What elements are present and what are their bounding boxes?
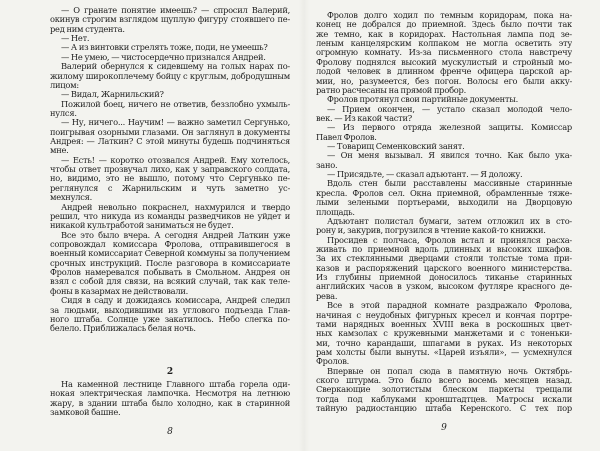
paragraph [316,179,572,216]
text-line: мне. [50,146,69,156]
paragraph [50,100,290,119]
text-line: Фролов. [316,357,350,367]
text-line: тогда под каблуками кронштадтцев. Матросы искали [316,394,572,404]
text-line: Сверкающие золотистым блеском паркеты трещали [316,385,572,395]
text-line: огромную комнату. Из-за письменного стола навстречу [316,48,572,58]
text-line: Пожилой боец, ничего не ответив, беззлобно ухмыль- [61,99,290,109]
text-line: Фролов долго ходил по темным коридорам, пока на- [327,11,572,20]
text-line: ного штаба. Солнце уже закатилось. Небо слегка по- [50,314,290,324]
text-line: — Присядьте, — сказал адъютант. — Я доложу. [327,170,523,180]
text-line: реглянулся с Жарнильским и чуть заметно ус- [50,183,290,193]
paragraph [316,95,572,104]
text-line: начиная с неудобных фигурных кресел и кончая портре- [316,310,572,320]
text-line: Впервые он попал сюда в памятную ночь Октябрь- [327,366,572,376]
right-page-text [316,11,572,413]
text-line: военный комиссариат Северной коммуны за получением [50,249,290,259]
text-line: за людьми, выходившими из углового подъезда Глав- [50,305,290,315]
text-line: замковой башне. [50,408,121,418]
text-line: Андрея: — Латкин? С этой минуты будешь подчиняться [50,137,290,147]
text-line: жилому широкоплечему бойцу с круглым, добродушным [50,71,290,81]
text-line: — Товарищ Семенковский занят. [327,142,465,152]
text-line: Фролову поднялся высокий мускулистый и стройный мо- [316,57,572,67]
text-line: взял с собой для связи, на всякий случай, так как теле- [50,277,290,287]
text-line: никакой культработой заниматься не будет. [50,221,234,231]
text-line: сопровождал комиссара Фролова, отправившегося в [50,239,290,249]
text-line: лицом: [50,80,79,90]
paragraph [50,118,290,155]
paragraph [50,53,290,62]
text-line: Сидя в саду и дожидаясь комиссара, Андрей следил [61,296,290,306]
page-number: 8 [167,427,173,437]
text-line: рам холсты были вынуты. «Царей изъяли», — усмехнулся [316,347,572,357]
chapter-text [50,380,290,417]
text-line: чтобы ответ прозвучал лихо, как у заправского солдата, [50,165,290,175]
text-line: фоны в казармах не действовали. [50,286,189,296]
text-line: Валерий обернулся к сидевшему на голых нарах по- [61,62,290,72]
text-line: но, видимо, это не вышло, потому что Сергунько пе- [50,174,290,184]
paragraph [50,203,290,231]
text-line: лодой человек в длинном френче офицера царской ар- [316,67,572,77]
paragraph [316,105,572,124]
text-line: зано. [316,160,338,170]
text-line: нокая электрическая лампочка. Несмотря на летнюю [50,389,290,399]
text-line: Фролов протянул свои партийные документы. [327,95,518,105]
text-line: — Прием окончен, — устало сказал молодой чело- [327,104,572,114]
text-line: — Он меня вызывал. Я явился точно. Как было ука- [327,151,572,161]
paragraph [316,367,572,414]
text-line: — О гранате понятие имеешь? — спросил Валерий, [61,6,290,15]
text-line: ми, точно карандаши, шпагами в руках. Из некоторых [316,338,572,348]
paragraph [50,296,290,333]
text-line: живать по приемной вдоль длинных и высоких шкафов. [316,244,572,254]
text-line: Вдоль стен были расставлены массивные старинные [327,179,572,189]
page-number: 9 [441,423,447,433]
text-line: жару, в здании штаба было холодно, как в старинной [50,398,290,408]
text-line: тами нарядных военных XVIII века в роскошных цвет- [316,319,572,329]
text-line: окинув строгим взглядом щуплую фигуру стоявшего пе- [50,15,290,25]
text-line: Все это было вчера. А сегодня Андрей Латкин уже [61,230,290,240]
text-line: ред ним студента. [50,24,125,34]
paragraph [50,43,290,52]
text-line: площадь. [316,207,355,217]
paragraph [316,301,572,367]
text-line: Павел Фролов. [316,132,377,142]
paragraph [316,217,572,236]
text-line: поигрывая озорными глазами. Он заглянул в документы [50,127,290,137]
text-line: — Есть! — коротко отозвался Андрей. Ему хотелось, [61,155,290,165]
text-line: мехнулся. [50,193,92,203]
paragraph [316,11,572,95]
paragraph [316,123,572,142]
left-page [50,0,290,451]
text-line: Андрей невольно покраснел, нахмурился и твердо [61,202,290,212]
text-line: За их стеклянными дверцами стояли толстые тома при- [316,254,572,264]
text-line: ратно расчесаны на прямой пробор. [316,85,467,95]
text-line: же темно, как в коридорах. Настольная лампа под зе- [316,29,572,39]
text-line: конец не добрался до приемной. Здесь было почти так [316,20,572,30]
paragraph [50,90,290,99]
text-line: На каменной лестнице Главного штаба горела оди- [61,380,290,389]
text-line: — Из первого отряда железной защиты. Комиссар [327,123,572,133]
paragraph [316,142,572,151]
text-line: английских часов в узком, высоком футляре красного де- [316,282,572,292]
text-line: — А из винтовки стрелять тоже, поди, не умеешь? [61,43,268,53]
text-line: мии, но, разумеется, без погон. Волосы его были акку- [316,76,572,86]
paragraph [50,6,290,34]
text-line: срочных инструкций. После разговора в комиссариате [50,258,290,268]
text-line: кресла. Фролов сел. Окна приемной, обрамленные тяже- [316,188,572,198]
paragraph [50,231,290,297]
paragraph [50,62,290,90]
text-line: нулся. [50,108,77,118]
text-line: тайную радиостанцию штаба Керенского. С тех пор [316,404,572,414]
text-line: леным канцелярским колпаком не могла осветить эту [316,39,572,49]
text-line: Из глубины приемной доносилось тиканье старинных [316,273,572,283]
paragraph [316,236,572,302]
text-line: — Не умею, — чистосердечно признался Андрей. [61,52,266,62]
text-line: Фролов намеревался побывать в Смольном. Андрея он [50,268,290,278]
text-line: Просидев с полчаса, Фролов встал и принялся расха- [327,235,572,245]
text-line: рону и, закурив, погрузился в чтение какой-то книжки. [316,226,546,236]
text-line: — Видал, Жарнильский? [61,90,164,100]
text-line: казов и распоряжений царского военного министерства. [316,263,572,273]
paragraph [50,156,290,203]
text-line: лыми зелеными портьерами, выходили на Дворцовую [316,198,572,208]
right-page [316,0,572,451]
paragraph [316,151,572,170]
paragraph [316,170,572,179]
text-line: решил, что никуда из команды разведчиков не уйдет и [50,211,290,221]
paragraph [50,34,290,43]
text-line: рева. [316,291,338,301]
paragraph [50,380,290,417]
book-gutter [299,0,309,451]
left-page-text [50,6,290,334]
text-line: белело. Приближалась белая ночь. [50,324,196,334]
text-line: — Нет. [61,34,90,44]
text-line: ского штурма. Это было всего восемь месяцев назад. [316,376,572,386]
text-line: — Ну, ничего... Научим! — важно заметил Сергунько, [61,118,290,128]
chapter-number: 2 [166,367,174,377]
text-line: век. — Из какой части? [316,113,413,123]
text-line: Все в этой парадной комнате раздражало Фролова, [327,301,572,311]
text-line: ных камзолах с кружевными манжетами и с тоненьки- [316,329,572,339]
text-line: Адъютант полистал бумаги, затем отложил их в сто- [327,216,572,226]
